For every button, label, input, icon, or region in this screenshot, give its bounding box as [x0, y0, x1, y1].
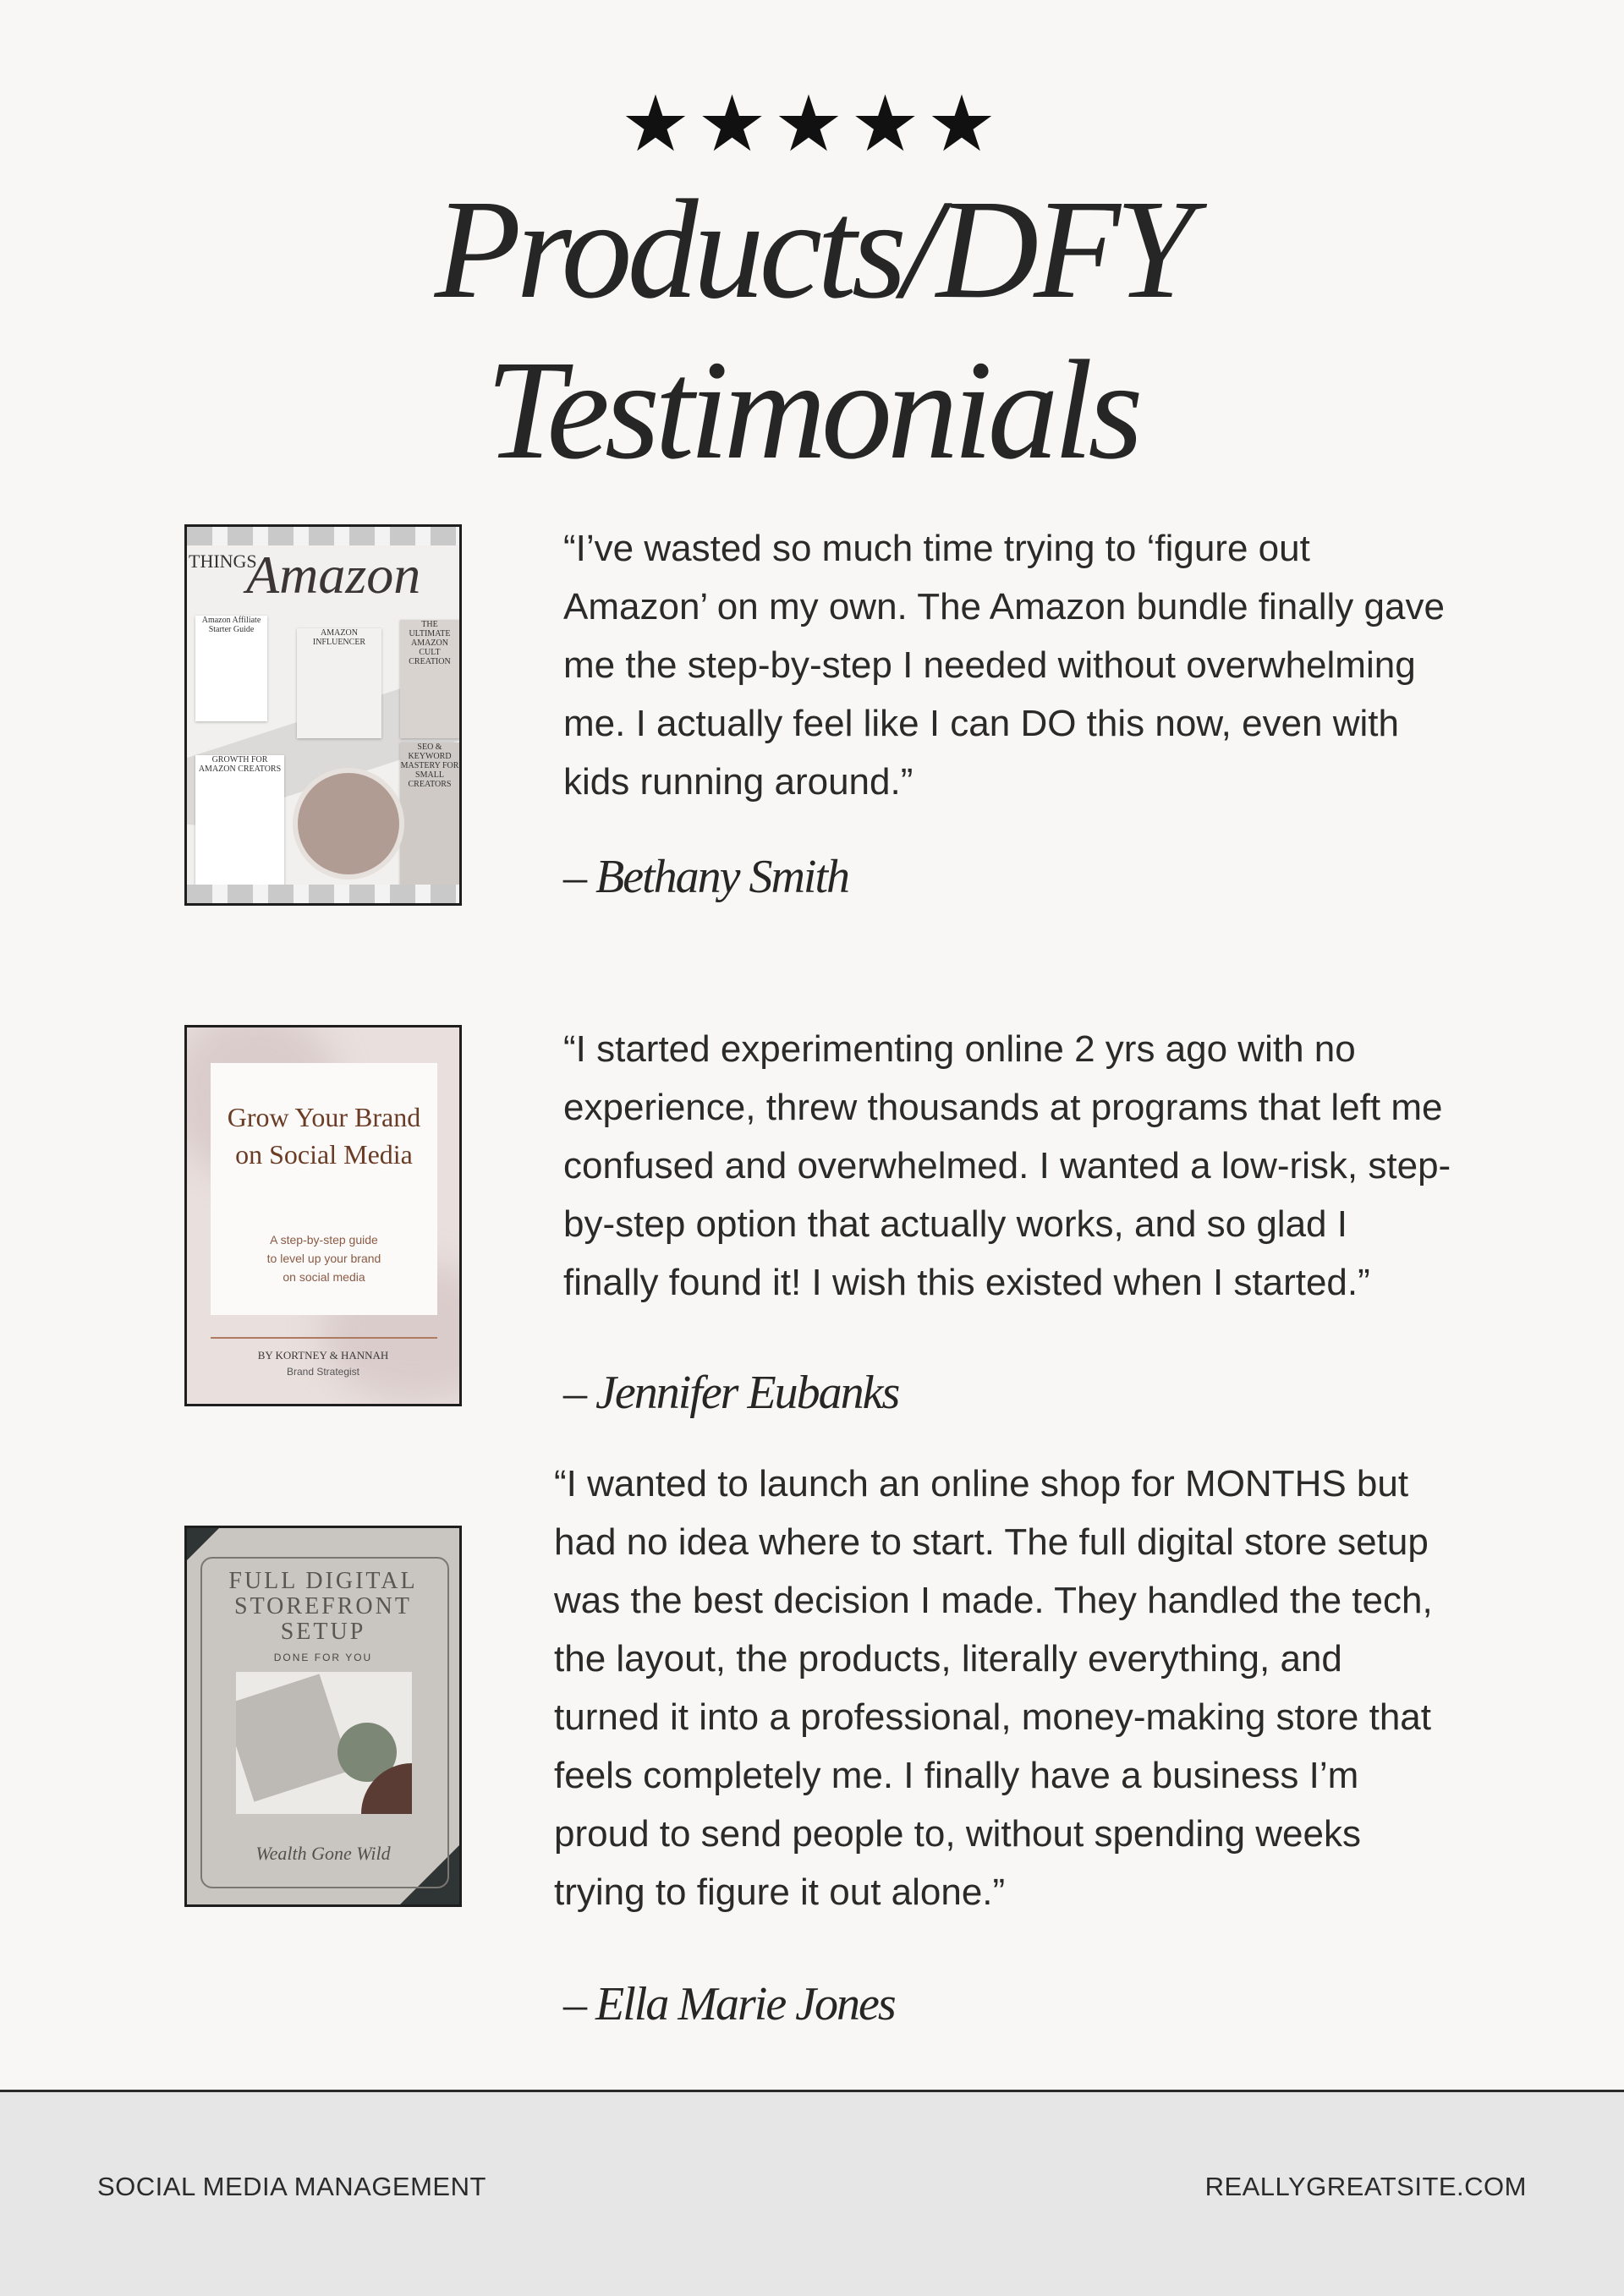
page-title-line-2: Testimonials [486, 332, 1138, 489]
storefront-setup-thumbnail [184, 1526, 462, 1907]
product-card: SEO & KEYWORD MASTERY FOR SMALL CREATORS [400, 743, 459, 886]
cover-byline: BY KORTNEY & HANNAH [257, 1349, 389, 1362]
cover-tag: DONE FOR YOU [273, 1652, 373, 1663]
cover-signature: Wealth Gone Wild [255, 1843, 391, 1864]
made-for-you-badge [293, 768, 404, 879]
footer-website-link[interactable]: REALLYGREATSITE.COM [1204, 2172, 1527, 2201]
cover-title: FULL DIGITAL STOREFRONT SETUP [228, 1568, 418, 1645]
product-card: AMAZON INFLUENCER [297, 628, 381, 738]
cover-role: Brand Strategist [286, 1366, 360, 1378]
testimonial-author: – Ella Marie Jones [563, 1978, 895, 2030]
stripe-border-top [187, 527, 459, 545]
thumb-label-script: Amazon [246, 545, 421, 605]
footer-service-label: SOCIAL MEDIA MANAGEMENT [97, 2172, 486, 2201]
product-card: GROWTH FOR AMAZON CREATORS [195, 755, 284, 890]
laptop-photo [236, 1672, 412, 1814]
divider [211, 1337, 437, 1339]
laptop-shape [236, 1674, 351, 1801]
testimonial-quote: “I started experimenting online 2 yrs ago with no experience, threw thousands at programs that left me confused and overwhelmed. I wanted a low-risk, step-by-step option that actually works, and so glad I finally found it! I wish this existed when I started.” [563, 1028, 1451, 1303]
cover-title: Grow Your Brand on Social Media [227, 1102, 421, 1170]
stripe-border-bottom [187, 885, 459, 903]
grow-your-brand-thumbnail [184, 1025, 462, 1406]
testimonial-author: – Bethany Smith [563, 851, 849, 903]
testimonial-quote: “I wanted to launch an online shop for MONTHS but had no idea where to start. The full digital store setup was the best decision I made. They handled the tech, the layout, the products, literally everything, and turned it into a professional, money-making store that feels completely me. I finally have a business I’m proud to send people to, without spending weeks trying to figure it out alone.” [554, 1463, 1433, 1913]
cover-subtitle: A step-by-step guide to level up your brand on social media [266, 1233, 381, 1284]
amazon-bundle-thumbnail [184, 524, 462, 906]
corner-decoration [187, 1528, 219, 1560]
thumb-label-small: THINGS [189, 551, 257, 572]
footer-bar [0, 2090, 1624, 2296]
cover-panel [211, 1063, 437, 1315]
testimonial-author: – Jennifer Eubanks [563, 1367, 899, 1419]
page-title-line-1: Products/DFY [434, 171, 1190, 328]
five-star-rating: ★★★★★ [620, 79, 1004, 169]
product-card: Amazon Affiliate Starter Guide [195, 616, 267, 721]
testimonial-quote: “I’ve wasted so much time trying to ‘figure out Amazon’ on my own. The Amazon bundle finally gave me the step-by-step I needed without overwhelming me. I actually feel like I can DO this now, even with kids running around.” [563, 528, 1445, 803]
product-card: THE ULTIMATE AMAZON CULT CREATION [400, 620, 459, 738]
